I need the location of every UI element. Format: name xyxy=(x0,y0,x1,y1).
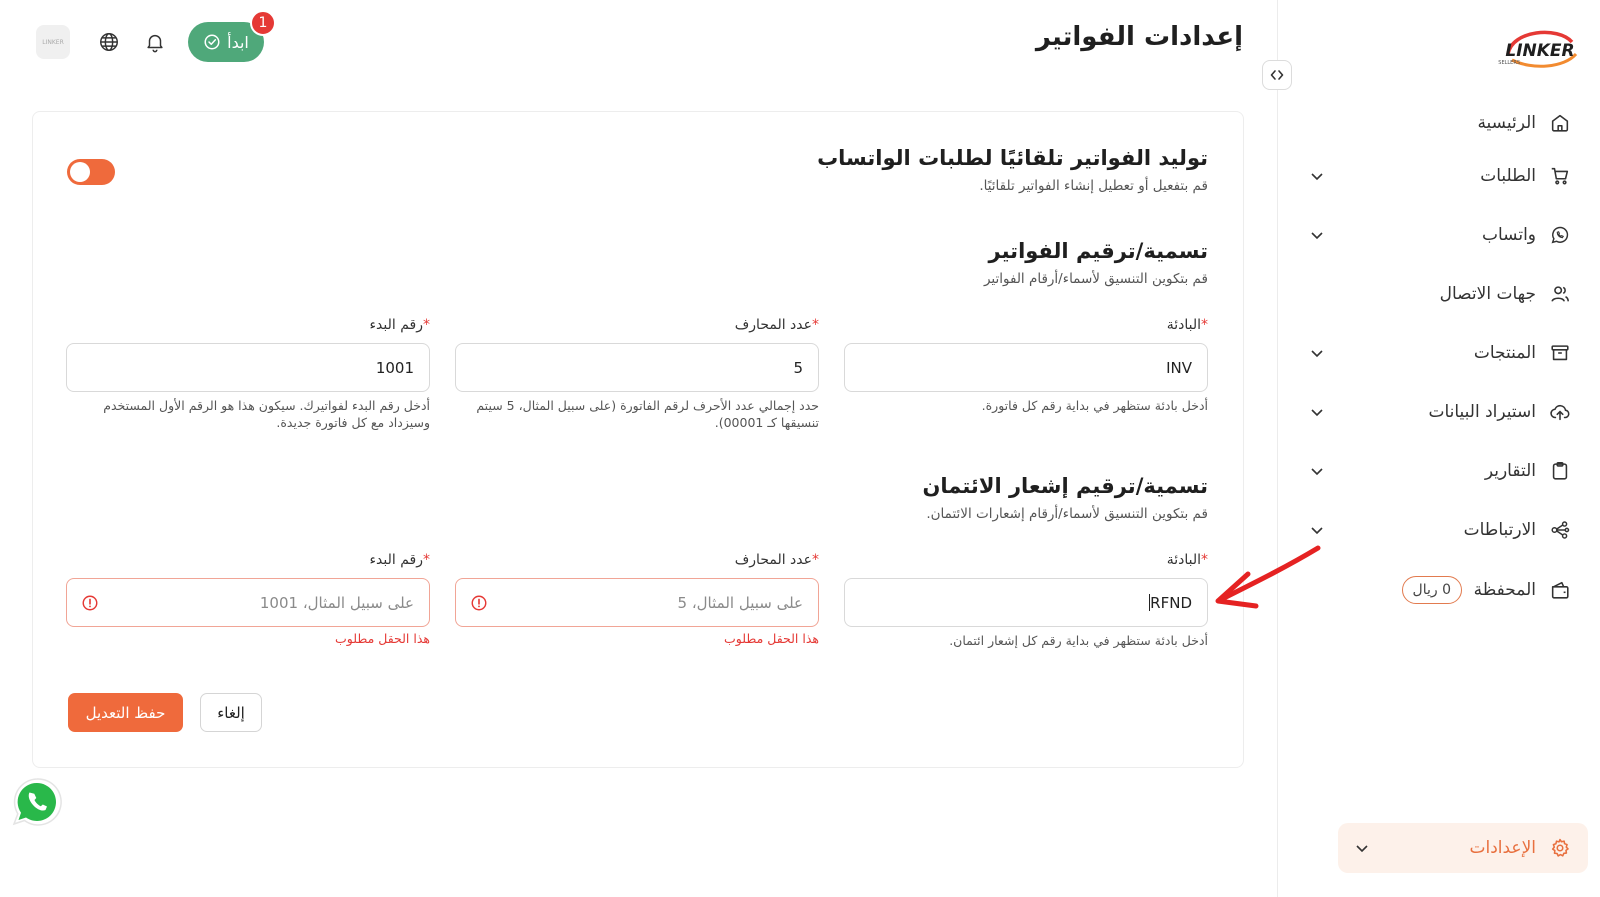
invoice-digits-value: 5 xyxy=(793,358,803,377)
sidebar-item-label: واتساب xyxy=(1481,224,1536,245)
invoice-start-input[interactable] xyxy=(66,343,430,392)
error-icon xyxy=(81,594,99,612)
invoice-naming-subtitle: قم بتكوين التنسيق لأسماء/أرقام الفواتير xyxy=(983,271,1208,287)
sidebar-item-contacts[interactable] xyxy=(1277,264,1600,323)
sidebar-item-orders[interactable] xyxy=(1277,146,1600,205)
credit-prefix-value: RFND xyxy=(1150,593,1192,612)
sidebar-item-label: الإعدادات xyxy=(1469,838,1536,858)
sidebar-item-label: الطلبات xyxy=(1480,165,1536,186)
sidebar-item-whatsapp[interactable] xyxy=(1277,205,1600,264)
linker-logo[interactable] xyxy=(1498,24,1584,74)
save-button[interactable]: حفظ التعديل xyxy=(68,693,183,732)
invoice-digits-field: *عدد المحارف 5 حدد إجمالي عدد الأحرف لرقم الفاتورة (على سبيل المثال، 5 سيتم تنسيقها كـ 00001). xyxy=(455,317,819,432)
credit-prefix-field: *البادئة RFND أدخل بادئة ستظهر في بداية رقم كل إشعار ائتمان. xyxy=(844,552,1208,650)
credit-naming-subtitle: قم بتكوين التنسيق لأسماء/أرقام إشعارات الائتمان. xyxy=(926,506,1208,522)
whatsapp-chat-button[interactable] xyxy=(10,775,64,829)
credit-start-input[interactable] xyxy=(66,578,430,627)
collapse-sidebar-button[interactable] xyxy=(1262,60,1292,90)
credit-naming-title: تسمية/ترقيم إشعار الائتمان xyxy=(922,474,1208,498)
invoice-naming-title: تسمية/ترقيم الفواتير xyxy=(988,239,1208,263)
credit-start-label: رقم البدء xyxy=(369,552,423,568)
credit-digits-input[interactable] xyxy=(455,578,819,627)
invoice-start-field: *رقم البدء 1001 أدخل رقم البدء لفواتيرك. سيكون هذا هو الرقم الأول المستخدم وسيزداد مع كل فاتورة جديدة. xyxy=(66,317,430,432)
credit-digits-placeholder: على سبيل المثال، 5 xyxy=(677,593,803,612)
credit-digits-label: عدد المحارف xyxy=(734,552,812,568)
start-button-label: ابدأ xyxy=(227,32,249,52)
sidebar-item-label: استيراد البيانات xyxy=(1428,401,1536,422)
chevron-down-icon[interactable] xyxy=(1307,402,1327,422)
credit-digits-field: *عدد المحارف على سبيل المثال، 5 هذا الحقل مطلوب xyxy=(455,552,819,646)
avatar[interactable] xyxy=(36,25,70,59)
integrations-icon xyxy=(1548,518,1572,542)
sidebar-item-reports[interactable] xyxy=(1277,441,1600,500)
cloud-upload-icon xyxy=(1548,400,1572,424)
page-title: إعدادات الفواتير xyxy=(1035,22,1243,52)
chevron-down-icon[interactable] xyxy=(1307,225,1327,245)
wallet-icon xyxy=(1548,578,1572,602)
invoice-prefix-field: *البادئة INV أدخل بادئة ستظهر في بداية رقم كل فاتورة. xyxy=(844,317,1208,415)
cancel-button[interactable]: إلغاء xyxy=(200,693,262,732)
archive-icon xyxy=(1548,341,1572,365)
error-icon xyxy=(470,594,488,612)
chevron-down-icon[interactable] xyxy=(1352,838,1372,858)
sidebar-item-label: التقارير xyxy=(1484,460,1536,481)
invoice-prefix-hint: أدخل بادئة ستظهر في بداية رقم كل فاتورة. xyxy=(981,398,1208,413)
text-caret xyxy=(1149,594,1150,611)
credit-start-error: هذا الحقل مطلوب xyxy=(334,631,430,646)
globe-icon[interactable] xyxy=(96,29,122,55)
avatar-text: LINKER xyxy=(42,38,64,46)
home-icon xyxy=(1548,111,1572,135)
auto-invoice-toggle[interactable] xyxy=(67,159,115,185)
sidebar-item-label: المحفظة xyxy=(1473,580,1536,600)
toggle-knob xyxy=(70,162,90,182)
invoice-start-value: 1001 xyxy=(375,358,414,377)
contacts-icon xyxy=(1548,282,1572,306)
cart-icon xyxy=(1548,164,1572,188)
invoice-prefix-label: البادئة xyxy=(1166,317,1201,333)
wallet-balance-badge: 0 ريال xyxy=(1402,576,1462,604)
start-button[interactable] xyxy=(188,15,268,62)
check-circle-icon xyxy=(203,33,221,51)
annotation-arrow-icon xyxy=(1208,540,1326,615)
sidebar-item-label: الارتباطات xyxy=(1463,519,1536,540)
credit-prefix-input[interactable] xyxy=(844,578,1208,627)
chevron-down-icon[interactable] xyxy=(1307,343,1327,363)
chevron-down-icon[interactable] xyxy=(1307,166,1327,186)
whatsapp-icon xyxy=(10,775,64,829)
header-toolbar xyxy=(36,15,268,62)
sidebar-item-settings[interactable] xyxy=(1338,823,1588,873)
invoice-digits-label: عدد المحارف xyxy=(734,317,812,333)
invoice-prefix-input[interactable] xyxy=(844,343,1208,392)
notification-badge: 1 xyxy=(250,10,276,36)
invoice-digits-hint: حدد إجمالي عدد الأحرف لرقم الفاتورة (على سبيل المثال، 5 سيتم تنسيقها كـ 00001). xyxy=(476,398,819,430)
gear-icon xyxy=(1548,836,1572,860)
logo-subtext: SELLERS xyxy=(1498,60,1520,66)
sidebar xyxy=(1277,0,1600,897)
chevron-down-icon[interactable] xyxy=(1307,520,1327,540)
invoice-start-label: رقم البدء xyxy=(369,317,423,333)
code-brackets-icon xyxy=(1270,68,1284,82)
clipboard-icon xyxy=(1548,459,1572,483)
credit-prefix-label: البادئة xyxy=(1166,552,1201,568)
sidebar-item-products[interactable] xyxy=(1277,323,1600,382)
chevron-down-icon[interactable] xyxy=(1307,461,1327,481)
credit-start-field: *رقم البدء على سبيل المثال، 1001 هذا الحقل مطلوب xyxy=(66,552,430,646)
sidebar-item-label: المنتجات xyxy=(1473,342,1536,363)
bell-icon[interactable] xyxy=(142,29,168,55)
credit-prefix-hint: أدخل بادئة ستظهر في بداية رقم كل إشعار ائتمان. xyxy=(949,633,1208,648)
sidebar-item-home[interactable] xyxy=(1277,100,1600,146)
invoice-digits-input[interactable] xyxy=(455,343,819,392)
credit-digits-error: هذا الحقل مطلوب xyxy=(723,631,819,646)
sidebar-item-import-data[interactable] xyxy=(1277,382,1600,441)
auto-invoice-subtitle: قم بتفعيل أو تعطيل إنشاء الفواتير تلقائيًا. xyxy=(979,178,1208,194)
invoice-settings-card xyxy=(32,111,1244,768)
logo-text: LINKER xyxy=(1505,41,1575,61)
auto-invoice-title: توليد الفواتير تلقائيًا لطلبات الواتساب xyxy=(817,146,1208,170)
invoice-prefix-value: INV xyxy=(1166,358,1192,377)
credit-start-placeholder: على سبيل المثال، 1001 xyxy=(259,593,414,612)
sidebar-item-label: الرئيسية xyxy=(1477,113,1536,133)
sidebar-item-label: جهات الاتصال xyxy=(1439,283,1536,304)
invoice-start-hint: أدخل رقم البدء لفواتيرك. سيكون هذا هو الرقم الأول المستخدم وسيزداد مع كل فاتورة جديدة. xyxy=(103,398,430,430)
whatsapp-icon xyxy=(1548,223,1572,247)
